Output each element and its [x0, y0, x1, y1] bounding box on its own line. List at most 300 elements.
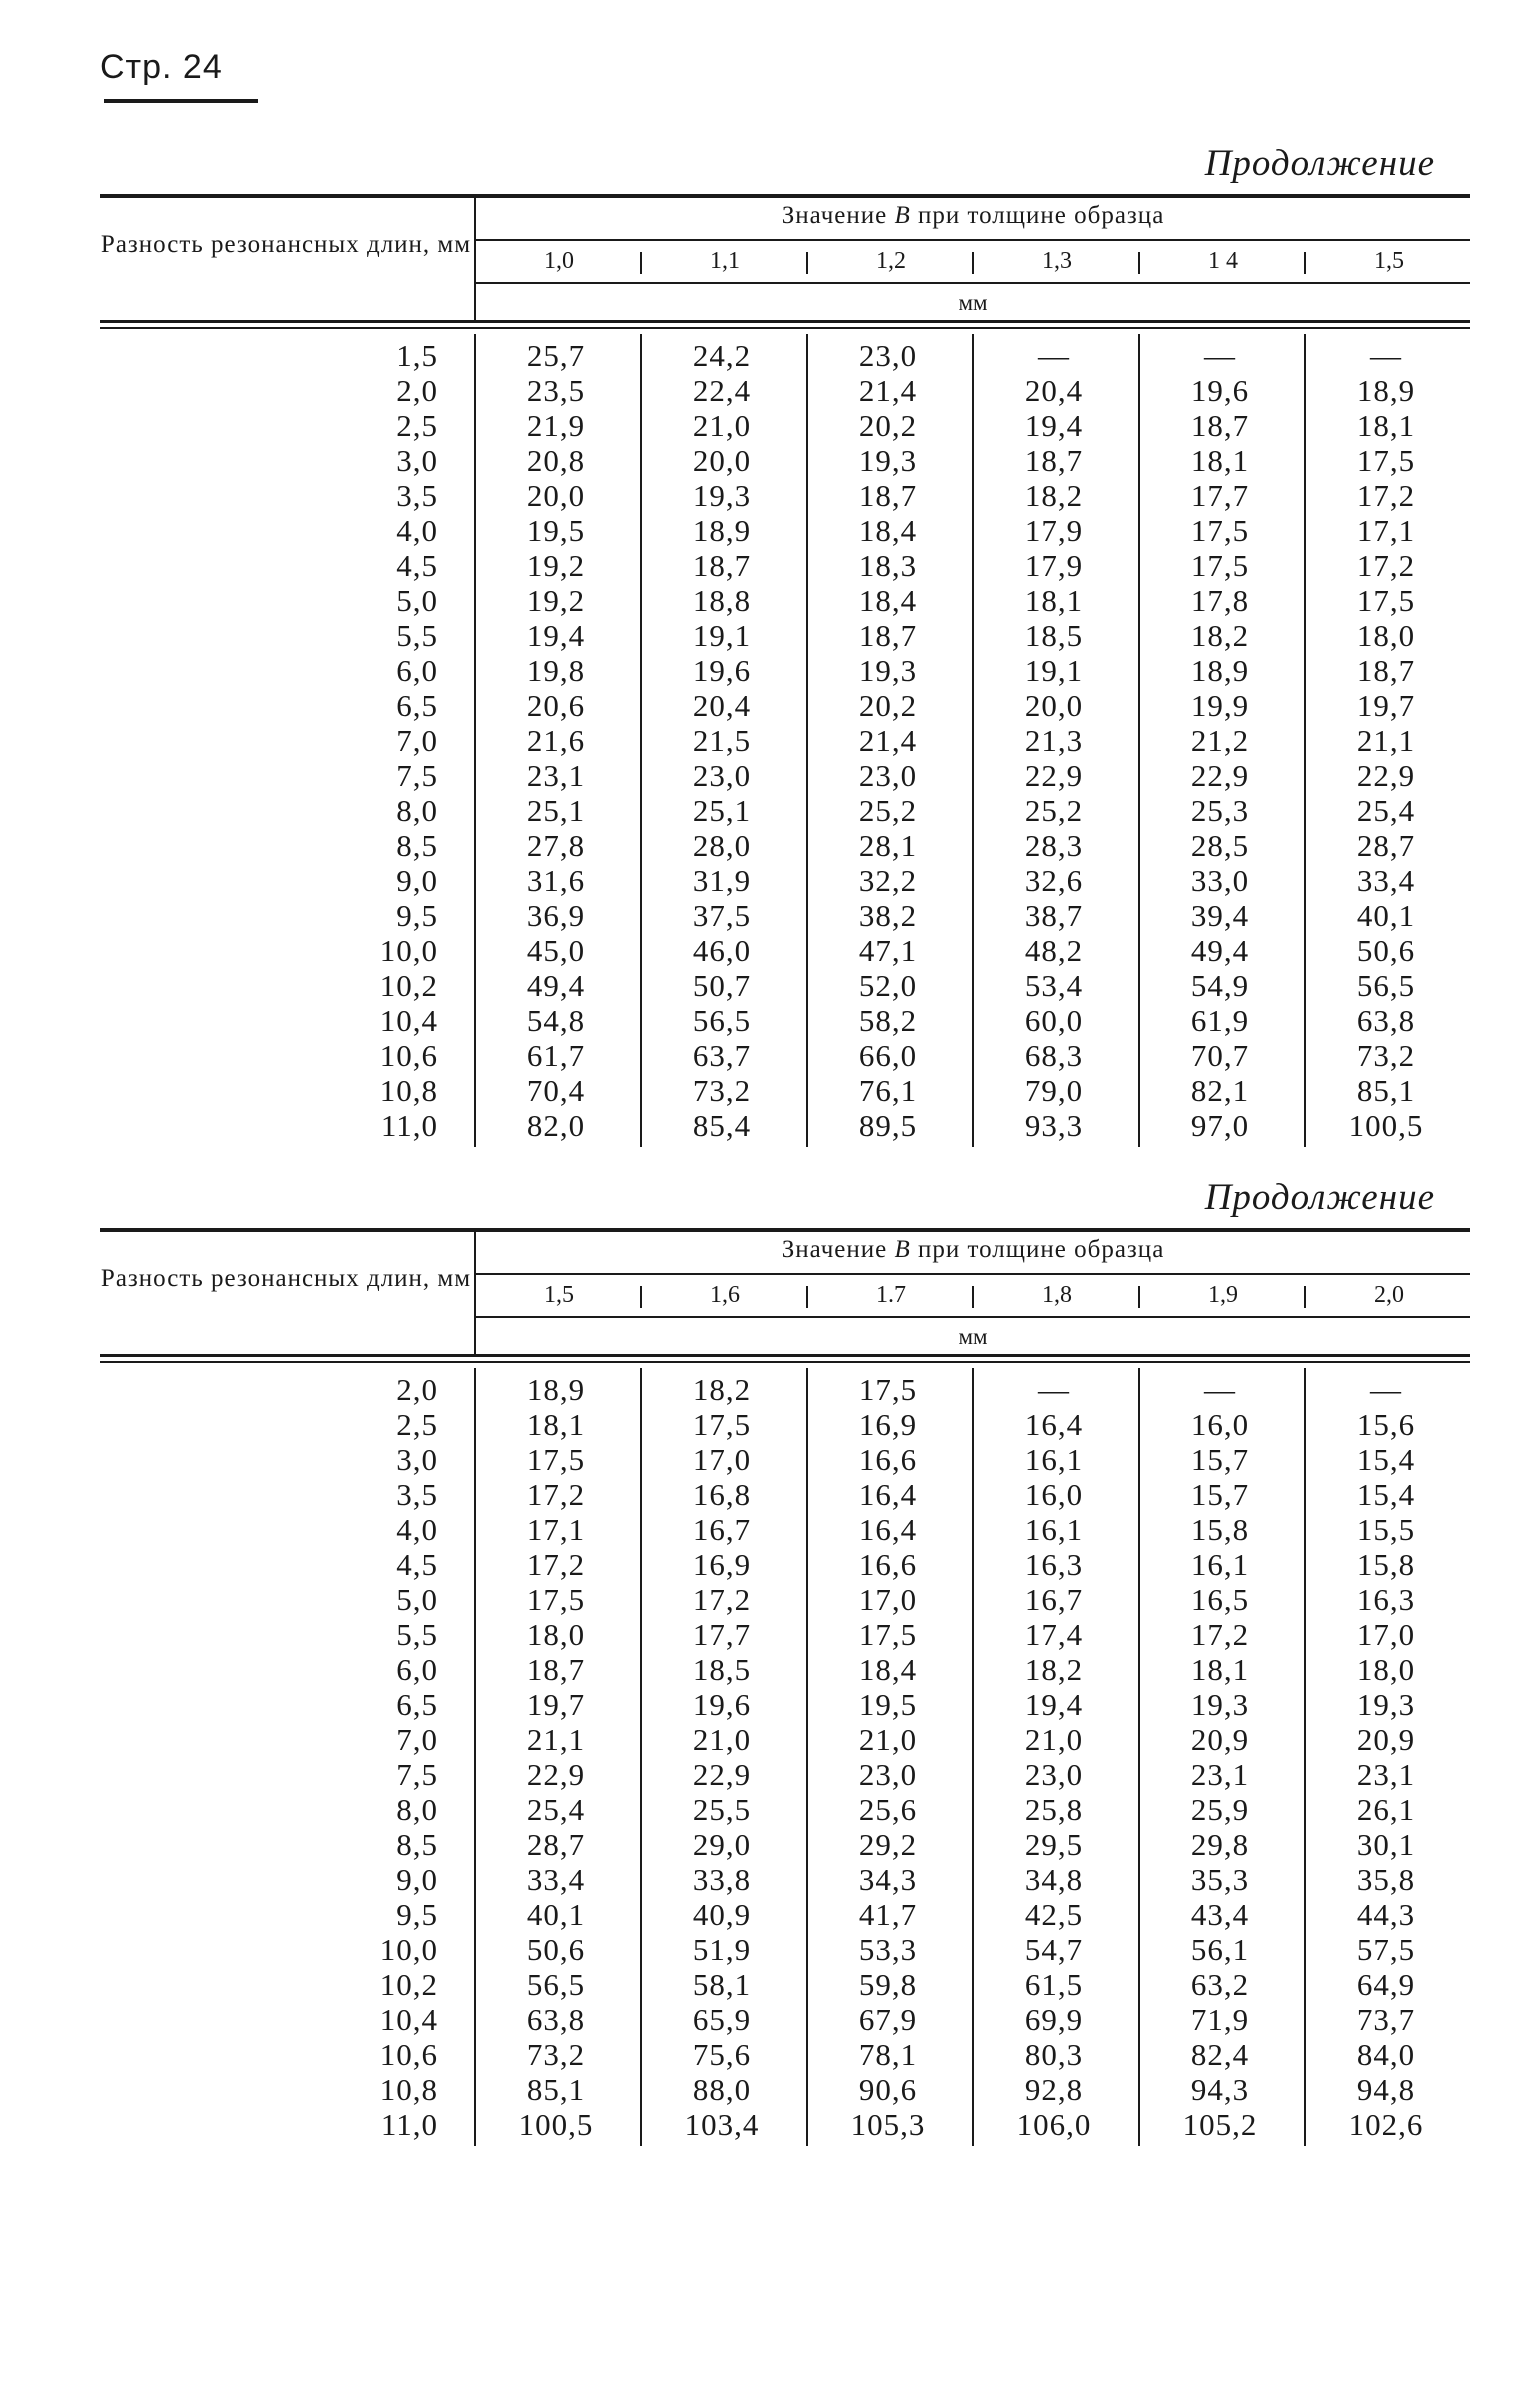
table-cell: 17,2: [526, 1547, 586, 1582]
table-cell: 21,0: [1024, 1722, 1084, 1757]
data-column: [808, 1372, 968, 2142]
table-cell: 69,9: [1024, 2002, 1084, 2037]
table-cell: 19,2: [526, 548, 586, 583]
table-cell: 19,7: [526, 1687, 586, 1722]
table-cell: 40,1: [1356, 898, 1416, 933]
table-cell: 16,6: [858, 1442, 918, 1477]
table-cell: 18,7: [858, 618, 918, 653]
table-cell: 17,5: [692, 1407, 752, 1442]
table-cell: 18,0: [526, 1617, 586, 1652]
table-cell: 21,1: [1356, 723, 1416, 758]
column-divider: [474, 1232, 476, 1354]
table-cell: 28,0: [692, 828, 752, 863]
table-cell: 82,1: [1190, 1073, 1250, 1108]
table-cell: 60,0: [1024, 1003, 1084, 1038]
table-cell: 17,5: [1190, 513, 1250, 548]
column-header: 2,0: [1374, 1282, 1404, 1308]
table-cell: 93,3: [1024, 1108, 1084, 1143]
table-cell: 37,5: [692, 898, 752, 933]
row-label: 4,5: [396, 548, 438, 583]
table-cell: 23,1: [526, 758, 586, 793]
column-divider: [1138, 252, 1140, 274]
table-cell: 63,2: [1190, 1967, 1250, 2002]
row-label: 11,0: [380, 1108, 438, 1143]
table-cell: 58,2: [858, 1003, 918, 1038]
table-cell: —: [1204, 338, 1236, 373]
table-cell: 20,2: [858, 688, 918, 723]
table-cell: 17,0: [1356, 1617, 1416, 1652]
column-divider: [640, 1286, 642, 1308]
row-label: 3,5: [396, 478, 438, 513]
table-cell: 47,1: [858, 933, 918, 968]
table-cell: 20,6: [526, 688, 586, 723]
span-header-suffix: при толщине образца: [918, 202, 1165, 229]
table-cell: 18,1: [1190, 443, 1250, 478]
table-cell: 25,8: [1024, 1792, 1084, 1827]
header-double-rule: [100, 1361, 1470, 1363]
row-label: 3,0: [396, 443, 438, 478]
table-cell: 44,3: [1356, 1897, 1416, 1932]
column-divider: [1304, 252, 1306, 274]
table-cell: 18,1: [1024, 583, 1084, 618]
table-cell: 45,0: [526, 933, 586, 968]
table-cell: 85,4: [692, 1108, 752, 1143]
table-cell: 39,4: [1190, 898, 1250, 933]
table-cell: 20,4: [692, 688, 752, 723]
table-cell: 18,9: [692, 513, 752, 548]
table-cell: 26,1: [1356, 1792, 1416, 1827]
row-label: 11,0: [380, 2107, 438, 2142]
table-cell: 57,5: [1356, 1932, 1416, 1967]
row-label: 9,0: [396, 1862, 438, 1897]
table-cell: 25,7: [526, 338, 586, 373]
table-cell: 21,9: [526, 408, 586, 443]
table-cell: 89,5: [858, 1108, 918, 1143]
table-cell: 18,7: [858, 478, 918, 513]
table-cell: 19,6: [1190, 373, 1250, 408]
table-cell: 17,2: [1356, 478, 1416, 513]
span-header: [476, 202, 1470, 230]
table-cell: 24,2: [692, 338, 752, 373]
header-double-rule: [100, 327, 1470, 329]
table-cell: 54,7: [1024, 1932, 1084, 1967]
table-cell: 63,8: [1356, 1003, 1416, 1038]
table-cell: 80,3: [1024, 2037, 1084, 2072]
row-label: 6,5: [396, 1687, 438, 1722]
table-cell: 18,2: [1024, 478, 1084, 513]
row-label: 6,0: [396, 1652, 438, 1687]
table-cell: 19,3: [1190, 1687, 1250, 1722]
table-cell: 79,0: [1024, 1073, 1084, 1108]
table-cell: 63,8: [526, 2002, 586, 2037]
table-cell: 65,9: [692, 2002, 752, 2037]
header-double-rule: [100, 1354, 1470, 1357]
table-cell: 73,7: [1356, 2002, 1416, 2037]
table-cell: 32,6: [1024, 863, 1084, 898]
table-cell: 17,5: [858, 1617, 918, 1652]
table-cell: 17,2: [1190, 1617, 1250, 1652]
table-cell: —: [1204, 1372, 1236, 1407]
table-cell: 25,2: [858, 793, 918, 828]
table-cell: 23,0: [858, 758, 918, 793]
table-cell: 49,4: [1190, 933, 1250, 968]
table-cell: 56,5: [526, 1967, 586, 2002]
data-column: [1140, 1372, 1300, 2142]
table-1: [100, 194, 1470, 1147]
table-cell: 100,5: [1348, 1108, 1424, 1143]
row-label: 7,5: [396, 1757, 438, 1792]
column-header: 1,3: [1042, 248, 1072, 274]
table-cell: 23,0: [858, 338, 918, 373]
table-cell: 17,5: [1190, 548, 1250, 583]
table-cell: 23,1: [1190, 1757, 1250, 1792]
column-header: 1,5: [544, 1282, 574, 1308]
table-cell: 18,9: [526, 1372, 586, 1407]
row-label: 2,0: [396, 373, 438, 408]
table-cell: 73,2: [1356, 1038, 1416, 1073]
table-cell: 25,6: [858, 1792, 918, 1827]
table-cell: 25,9: [1190, 1792, 1250, 1827]
table-cell: 35,3: [1190, 1862, 1250, 1897]
table-cell: 21,1: [526, 1722, 586, 1757]
table-cell: 18,7: [692, 548, 752, 583]
table-cell: 18,5: [1024, 618, 1084, 653]
table-cell: 16,1: [1024, 1512, 1084, 1547]
table-cell: 17,2: [526, 1477, 586, 1512]
table-cell: 15,5: [1356, 1512, 1416, 1547]
column-divider: [1138, 1286, 1140, 1308]
row-label: 4,0: [396, 1512, 438, 1547]
header-double-rule: [100, 320, 1470, 323]
table-cell: 31,6: [526, 863, 586, 898]
table-cell: 19,4: [526, 618, 586, 653]
table-cell: 18,1: [1190, 1652, 1250, 1687]
row-label: 8,5: [396, 828, 438, 863]
page-number: Стр. 24: [100, 48, 223, 86]
row-label: 9,5: [396, 1897, 438, 1932]
table-cell: 56,1: [1190, 1932, 1250, 1967]
table-cell: 19,5: [858, 1687, 918, 1722]
table-cell: 18,2: [1024, 1652, 1084, 1687]
row-label: 5,0: [396, 583, 438, 618]
row-label: 5,5: [396, 618, 438, 653]
table-cell: 97,0: [1190, 1108, 1250, 1143]
table-cell: 16,7: [1024, 1582, 1084, 1617]
column-header: 1,5: [1374, 248, 1404, 274]
table-cell: —: [1038, 338, 1070, 373]
table-cell: 28,5: [1190, 828, 1250, 863]
table-cell: 21,0: [858, 1722, 918, 1757]
column-header: 1,9: [1208, 1282, 1238, 1308]
table-cell: 16,4: [858, 1512, 918, 1547]
row-label: 5,0: [396, 1582, 438, 1617]
table-cell: 18,8: [692, 583, 752, 618]
table-cell: 18,4: [858, 1652, 918, 1687]
table-cell: 16,8: [692, 1477, 752, 1512]
table-cell: 70,7: [1190, 1038, 1250, 1073]
table-cell: 16,6: [858, 1547, 918, 1582]
table-cell: 20,9: [1190, 1722, 1250, 1757]
row-label: 10,2: [379, 1967, 438, 2002]
table-cell: 53,4: [1024, 968, 1084, 1003]
table-cell: 25,1: [692, 793, 752, 828]
table-cell: 31,9: [692, 863, 752, 898]
row-label-column: [100, 338, 438, 1143]
table-cell: 46,0: [692, 933, 752, 968]
table-cell: 51,9: [692, 1932, 752, 1967]
table-cell: 42,5: [1024, 1897, 1084, 1932]
table-cell: 20,9: [1356, 1722, 1416, 1757]
column-divider: [972, 1286, 974, 1308]
row-label: 10,0: [379, 1932, 438, 1967]
row-label: 6,5: [396, 688, 438, 723]
column-divider: [806, 252, 808, 274]
table-cell: 28,1: [858, 828, 918, 863]
table-cell: 17,9: [1024, 548, 1084, 583]
table-cell: 16,7: [692, 1512, 752, 1547]
table-cell: 18,4: [858, 513, 918, 548]
table-cell: 19,6: [692, 1687, 752, 1722]
table-cell: 18,3: [858, 548, 918, 583]
table-cell: 23,0: [692, 758, 752, 793]
table-cell: 25,5: [692, 1792, 752, 1827]
data-column: [1306, 338, 1466, 1143]
table-cell: 18,2: [1190, 618, 1250, 653]
table-cell: 17,2: [1356, 548, 1416, 583]
row-label: 10,6: [379, 1038, 438, 1073]
table-cell: 20,2: [858, 408, 918, 443]
table-cell: 23,1: [1356, 1757, 1416, 1792]
table-cell: 22,9: [692, 1757, 752, 1792]
table-cell: 43,4: [1190, 1897, 1250, 1932]
table-cell: 16,9: [858, 1407, 918, 1442]
table-cell: 84,0: [1356, 2037, 1416, 2072]
table-cell: 38,7: [1024, 898, 1084, 933]
table-cell: 28,3: [1024, 828, 1084, 863]
table-cell: 49,4: [526, 968, 586, 1003]
row-label: 9,5: [396, 898, 438, 933]
column-header: 1.7: [876, 1282, 906, 1308]
table-cell: 92,8: [1024, 2072, 1084, 2107]
row-label: 3,0: [396, 1442, 438, 1477]
column-divider: [1304, 1286, 1306, 1308]
column-header: 1,6: [710, 1282, 740, 1308]
table-cell: 16,5: [1190, 1582, 1250, 1617]
data-column: [1140, 338, 1300, 1143]
data-column: [642, 338, 802, 1143]
table-cell: 19,4: [1024, 408, 1084, 443]
row-label: 3,5: [396, 1477, 438, 1512]
column-divider: [474, 198, 476, 320]
table-cell: 33,4: [1356, 863, 1416, 898]
table-cell: 68,3: [1024, 1038, 1084, 1073]
row-label: 10,2: [379, 968, 438, 1003]
table-cell: 34,3: [858, 1862, 918, 1897]
row-label: 10,8: [379, 1073, 438, 1108]
table-cell: 29,8: [1190, 1827, 1250, 1862]
table-cell: 82,0: [526, 1108, 586, 1143]
table-cell: 35,8: [1356, 1862, 1416, 1897]
data-column: [1306, 1372, 1466, 2142]
table-cell: 73,2: [526, 2037, 586, 2072]
row-header-label: Разность резонансных длин, мм: [100, 231, 472, 258]
data-column: [476, 1372, 636, 2142]
table-cell: 17,0: [692, 1442, 752, 1477]
table-cell: 18,7: [1190, 408, 1250, 443]
table-cell: 23,5: [526, 373, 586, 408]
table-cell: 61,5: [1024, 1967, 1084, 2002]
column-header: 1 4: [1208, 248, 1238, 274]
table-cell: 54,8: [526, 1003, 586, 1038]
table-cell: 61,9: [1190, 1003, 1250, 1038]
table-cell: 106,0: [1016, 2107, 1092, 2142]
column-divider: [640, 252, 642, 274]
row-label: 10,6: [379, 2037, 438, 2072]
table-cell: 56,5: [692, 1003, 752, 1038]
table-cell: 20,4: [1024, 373, 1084, 408]
row-label: 7,0: [396, 723, 438, 758]
table-cell: 48,2: [1024, 933, 1084, 968]
table-cell: 15,6: [1356, 1407, 1416, 1442]
table-cell: 19,8: [526, 653, 586, 688]
table-cell: 21,4: [858, 723, 918, 758]
table-cell: 85,1: [526, 2072, 586, 2107]
table-cell: 94,8: [1356, 2072, 1416, 2107]
table-cell: 21,0: [692, 408, 752, 443]
data-column: [974, 1372, 1134, 2142]
column-header: 1,0: [544, 248, 574, 274]
table-cell: 18,9: [1190, 653, 1250, 688]
data-column: [642, 1372, 802, 2142]
table-cell: 20,8: [526, 443, 586, 478]
units-label: мм: [958, 1324, 988, 1349]
table-cell: 23,0: [858, 1757, 918, 1792]
table-cell: 18,7: [1356, 653, 1416, 688]
table-cell: 16,1: [1190, 1547, 1250, 1582]
table-cell: 103,4: [684, 2107, 760, 2142]
table-cell: 16,3: [1024, 1547, 1084, 1582]
table-cell: 25,4: [526, 1792, 586, 1827]
table-cell: 61,7: [526, 1038, 586, 1073]
table-cell: 17,9: [1024, 513, 1084, 548]
table-cell: 20,0: [692, 443, 752, 478]
table-cell: 19,3: [1356, 1687, 1416, 1722]
table-cell: 17,2: [692, 1582, 752, 1617]
table-cell: 22,4: [692, 373, 752, 408]
table-cell: 16,9: [692, 1547, 752, 1582]
row-label: 1,5: [396, 338, 438, 373]
table-cell: 67,9: [858, 2002, 918, 2037]
table-cell: 17,7: [1190, 478, 1250, 513]
table-cell: —: [1370, 338, 1402, 373]
table-cell: 25,4: [1356, 793, 1416, 828]
table-cell: 16,1: [1024, 1442, 1084, 1477]
table-cell: 25,1: [526, 793, 586, 828]
table-cell: 22,9: [1190, 758, 1250, 793]
data-column: [974, 338, 1134, 1143]
table-cell: 50,6: [526, 1932, 586, 1967]
row-label: 2,0: [396, 1372, 438, 1407]
table-cell: 40,1: [526, 1897, 586, 1932]
table-cell: 15,7: [1190, 1477, 1250, 1512]
row-label: 10,0: [379, 933, 438, 968]
table-cell: —: [1038, 1372, 1070, 1407]
table-cell: 94,3: [1190, 2072, 1250, 2107]
row-label: 8,5: [396, 1827, 438, 1862]
table-cell: 102,6: [1348, 2107, 1424, 2142]
table-cell: 76,1: [858, 1073, 918, 1108]
table-cell: 18,5: [692, 1652, 752, 1687]
table-cell: 17,5: [1356, 443, 1416, 478]
table-cell: 105,3: [850, 2107, 926, 2142]
table-cell: 100,5: [518, 2107, 594, 2142]
table-cell: 19,7: [1356, 688, 1416, 723]
table-cell: 41,7: [858, 1897, 918, 1932]
table-cell: 18,9: [1356, 373, 1416, 408]
row-label: 10,8: [379, 2072, 438, 2107]
table-cell: 50,6: [1356, 933, 1416, 968]
table-cell: 17,1: [1356, 513, 1416, 548]
table-cell: 18,1: [1356, 408, 1416, 443]
table-cell: 21,4: [858, 373, 918, 408]
table-cell: 54,9: [1190, 968, 1250, 1003]
table-cell: 70,4: [526, 1073, 586, 1108]
row-label-column: [100, 1372, 438, 2142]
table-cell: 85,1: [1356, 1073, 1416, 1108]
table-cell: 18,2: [692, 1372, 752, 1407]
table-cell: 56,5: [1356, 968, 1416, 1003]
row-label: 5,5: [396, 1617, 438, 1652]
table-cell: 19,5: [526, 513, 586, 548]
table-cell: 17,8: [1190, 583, 1250, 618]
table-cell: 15,4: [1356, 1442, 1416, 1477]
table-cell: 21,5: [692, 723, 752, 758]
row-label: 2,5: [396, 408, 438, 443]
row-header-label: Разность резонансных длин, мм: [100, 1265, 472, 1292]
table-cell: 22,9: [1024, 758, 1084, 793]
table-cell: 21,0: [692, 1722, 752, 1757]
header-rule: [476, 1316, 1470, 1318]
table-cell: 32,2: [858, 863, 918, 898]
table-cell: 19,3: [858, 443, 918, 478]
table-cell: 17,7: [692, 1617, 752, 1652]
table-cell: 19,9: [1190, 688, 1250, 723]
table-cell: 21,2: [1190, 723, 1250, 758]
table-cell: 53,3: [858, 1932, 918, 1967]
row-label: 9,0: [396, 863, 438, 898]
table-cell: 38,2: [858, 898, 918, 933]
table-cell: 20,0: [526, 478, 586, 513]
table-cell: 15,8: [1356, 1547, 1416, 1582]
table-cell: 19,1: [692, 618, 752, 653]
table-cell: 17,5: [858, 1372, 918, 1407]
column-header: 1,2: [876, 248, 906, 274]
table-cell: 16,3: [1356, 1582, 1416, 1617]
table-cell: 16,0: [1190, 1407, 1250, 1442]
table-cell: 52,0: [858, 968, 918, 1003]
table-cell: 73,2: [692, 1073, 752, 1108]
column-header: 1,8: [1042, 1282, 1072, 1308]
table-cell: 82,4: [1190, 2037, 1250, 2072]
row-label: 10,4: [379, 2002, 438, 2037]
table-cell: 21,6: [526, 723, 586, 758]
page-number-underline: [104, 99, 258, 103]
table-top-rule: [100, 194, 1470, 198]
table-top-rule: [100, 1228, 1470, 1232]
table-cell: 29,2: [858, 1827, 918, 1862]
row-label: 6,0: [396, 653, 438, 688]
table-cell: 34,8: [1024, 1862, 1084, 1897]
